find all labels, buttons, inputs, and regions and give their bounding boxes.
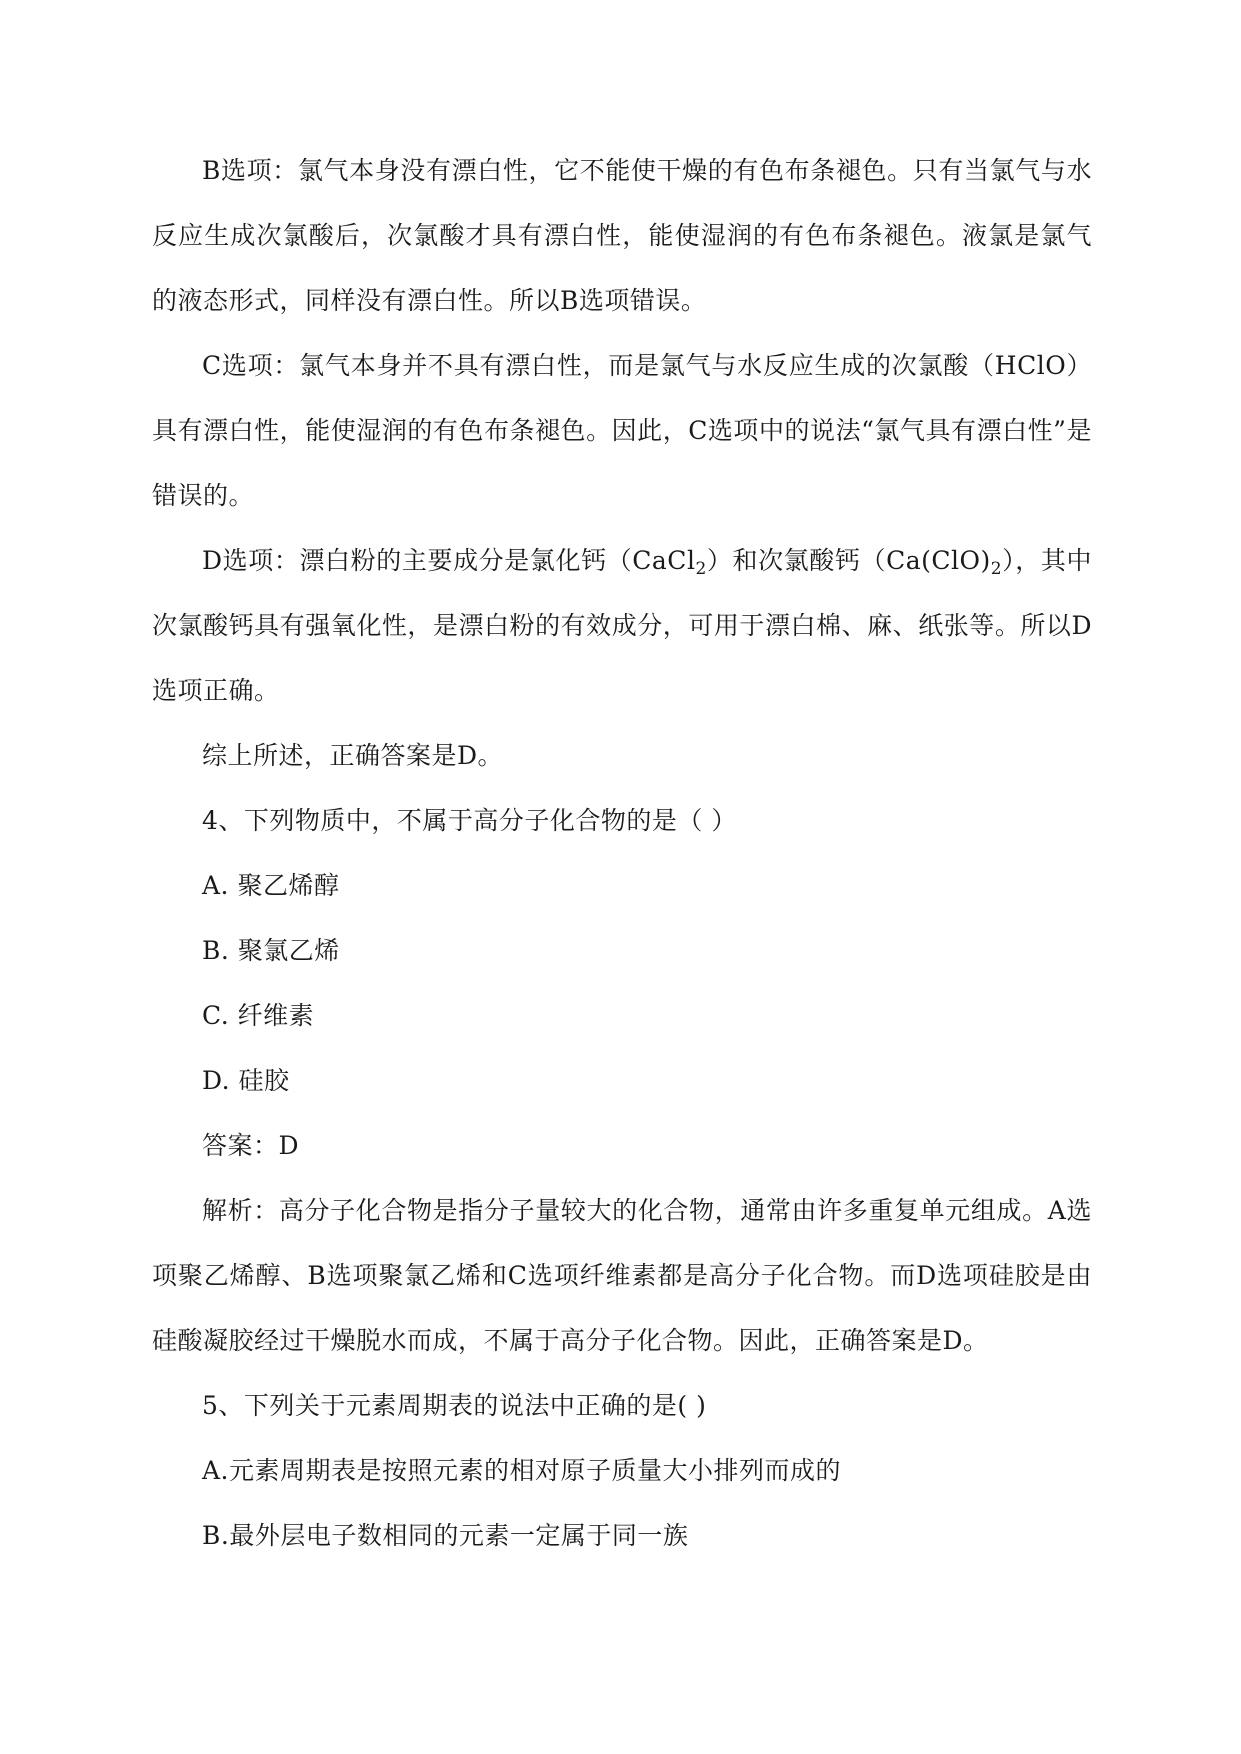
question-4-option-c: C. 纤维素 <box>202 1001 315 1030</box>
question-4-stem: 4、下列物质中，不属于高分子化合物的是（ ） <box>202 806 737 835</box>
question-4-option-b: B. 聚氯乙烯 <box>202 936 340 965</box>
summary: 综上所述，正确答案是D。 <box>202 741 504 770</box>
question-4-answer: 答案：D <box>202 1131 300 1160</box>
option-d-explanation <box>152 528 1092 723</box>
question-5-stem: 5、下列关于元素周期表的说法中正确的是( ) <box>202 1391 707 1420</box>
question-4-option-a: A. 聚乙烯醇 <box>202 871 340 900</box>
option-d-text-2: ）和次氯酸钙（Ca(ClO) <box>706 546 991 575</box>
option-c-explanation: C选项：氯气本身并不具有漂白性，而是氯气与水反应生成的次氯酸（HClO）具有漂白性，能使湿润的有色布条褪色。因此，C选项中的说法“氯气具有漂白性”是错误的。 <box>152 351 1092 510</box>
question-4-analysis: 解析：高分子化合物是指分子量较大的化合物，通常由许多重复单元组成。A选项聚乙烯醇、B选项聚氯乙烯和C选项纤维素都是高分子化合物。而D选项硅胶是由硅酸凝胶经过干燥脱水而成，不属于高分子化合物。因此，正确答案是D。 <box>152 1196 1092 1355</box>
option-d-text-1: D选项：漂白粉的主要成分是氯化钙（CaCl <box>202 546 696 575</box>
document-page <box>152 138 1092 1568</box>
subscript-2: 2 <box>990 559 1003 579</box>
option-d-text-3: ），其中次氯酸钙具有强氧化性，是漂白粉的有效成分，可用于漂白棉、麻、纸张等。所以D选项正确。 <box>152 546 1092 705</box>
subscript-2: 2 <box>695 559 707 579</box>
option-b-explanation: B选项：氯气本身没有漂白性，它不能使干燥的有色布条褪色。只有当氯气与水反应生成次氯酸后，次氯酸才具有漂白性，能使湿润的有色布条褪色。液氯是氯气的液态形式，同样没有漂白性。所以B选项错误。 <box>152 156 1092 315</box>
question-5-option-a: A.元素周期表是按照元素的相对原子质量大小排列而成的 <box>202 1456 842 1485</box>
question-5-option-b: B.最外层电子数相同的元素一定属于同一族 <box>202 1521 689 1550</box>
question-4-option-d: D. 硅胶 <box>202 1066 290 1095</box>
